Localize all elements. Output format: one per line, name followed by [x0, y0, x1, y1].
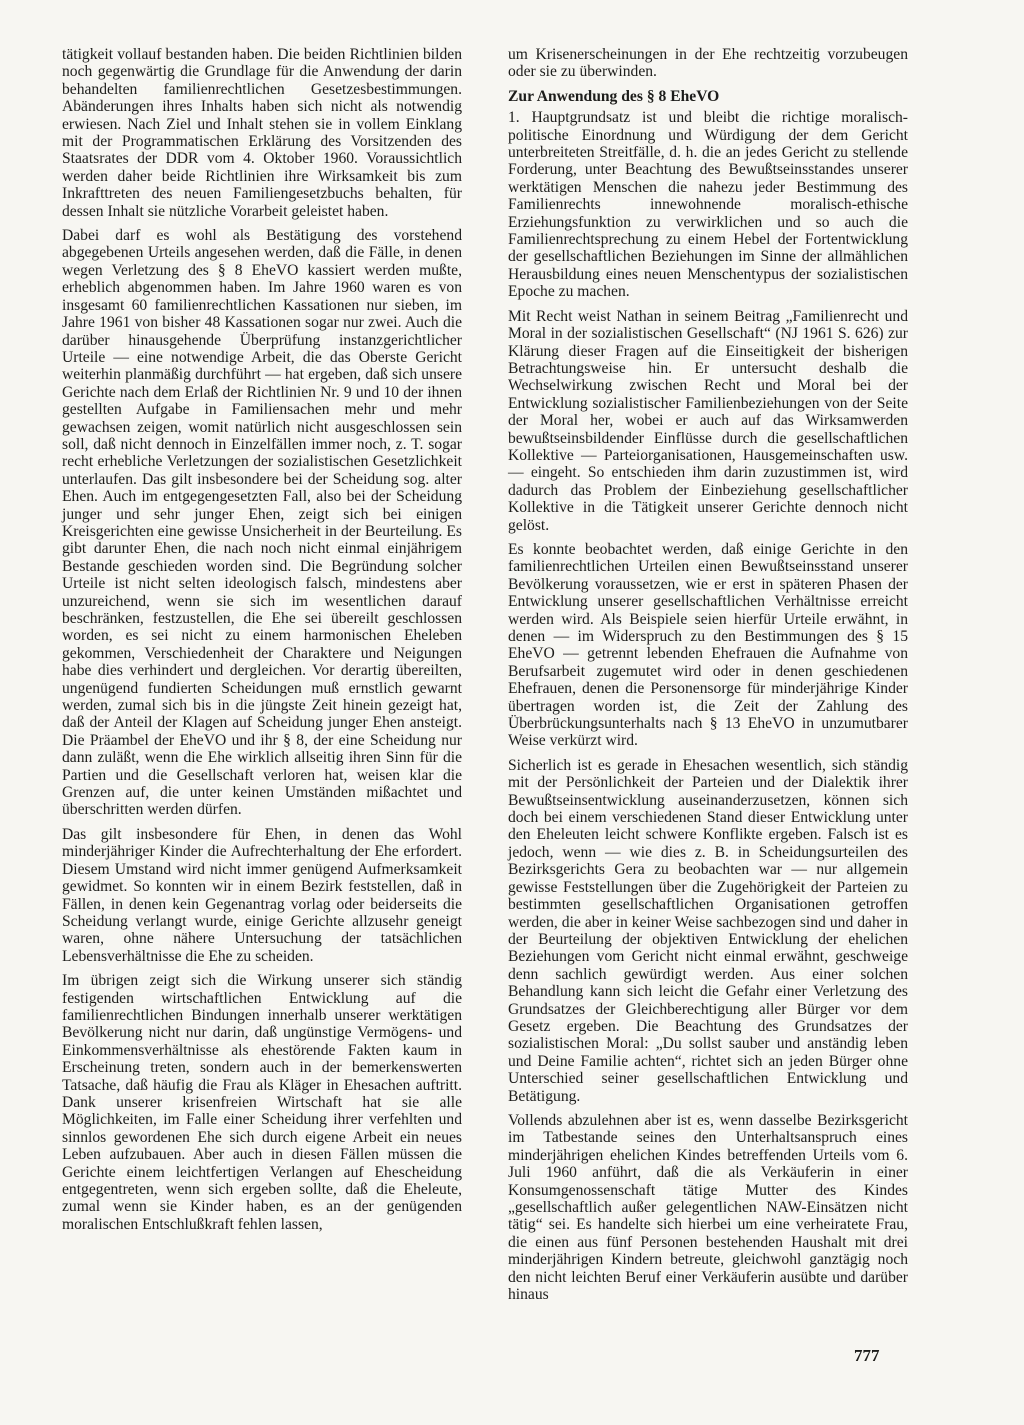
paragraph: Im übrigen zeigt sich die Wirkung unserer sich ständig festigenden wirtschaftlichen Entwicklung auf die familienrechtlichen Bindungen innerhalb unserer werktätigen Bevölkerung nicht nur darin, daß ungünstige Vermögens- und Einkommensverhältnisse als ehestörende Fakten kaum in Erscheinung treten, sondern auch in der bemerkenswerten Tatsache, daß häufig die Frau als Kläger in Ehesachen auftritt. Dank unserer krisenfreien Wirtschaft hat sie alle Möglichkeiten, im Falle einer Scheidung ihrer verfehlten und sinnlos gewordenen Ehe sich durch eigene Arbeit ein neues Leben aufzubauen. Aber auch in diesen Fällen müssen die Gerichte einem leichtfertigen Verlangen auf Ehescheidung entgegentreten, wenn sich ergeben sollte, daß die Eheleute, zumal wenn sie Kinder haben, es an der genügenden moralischen Entschlußkraft fehlen lassen, [62, 972, 462, 1233]
paragraph: Vollends abzulehnen aber ist es, wenn dasselbe Bezirksgericht im Tatbestande seines den Unterhaltsanspruch eines minderjährigen ehelichen Kindes betreffenden Urteils vom 6. Juli 1960 anführt, daß die als Verkäuferin in einer Konsumgenossenschaft tätige Mutter des Kindes „gesellschaftlich außer gelegentlichen NAW-Einsätzen nicht tätig“ sei. Es handelte sich hierbei um eine verheiratete Frau, die einen aus fünf Personen bestehenden Haushalt mit drei minderjährigen Kindern betreute, gleichwohl ganztägig noch den nicht leichten Beruf einer Verkäuferin ausübte und darüber hinaus [508, 1111, 908, 1304]
paragraph: Mit Recht weist Nathan in seinem Beitrag „Familienrecht und Moral in der sozialistischen Gesellschaft“ (NJ 1961 S. 626) zur Klärung dieser Fragen auf die Einseitigkeit der bisherigen Betrachtungsweise hin. Er untersucht deshalb die Wechselwirkung zwischen Recht und Moral bei der Entwicklung sozialistischer Familienbeziehungen von der Seite der Moral her, wobei er auch auf das Wirksamwerden bewußtseinsbildender Einflüsse durch die gesellschaftlichen Kollektive — Parteiorganisationen, Hausgemeinschaften usw. — eingeht. So entschieden ihm darin zuzustimmen ist, wird dadurch das Problem der Einbeziehung gesellschaftlicher Kollektive in die Tätigkeit unserer Gerichte dennoch nicht gelöst. [508, 307, 908, 534]
paragraph: Das gilt insbesondere für Ehen, in denen das Wohl minderjähriger Kinder die Aufrechterhaltung der Ehe erfordert. Diesem Umstand wird nicht immer genügend Aufmerksamkeit gewidmet. So konnten wir in einem Bezirk feststellen, daß in Fällen, in denen kein Gegenantrag vorlag oder beiderseits die Scheidung verlangt wurde, einige Gerichte allzusehr geneigt waren, ohne nähere Untersuchung der tatsächlichen Lebensverhältnisse die Ehe zu scheiden. [62, 825, 462, 965]
paragraph: Dabei darf es wohl als Bestätigung des vorstehend abgegebenen Urteils angesehen werden, daß die Fälle, in denen wegen Verletzung des § 8 EheVO kassiert werden mußte, erheblich abgenommen haben. Im Jahre 1960 waren es von insgesamt 60 familienrechtlichen Kassationen nur sieben, im Jahre 1961 von bisher 48 Kassationen sogar nur zwei. Auch die darüber hinausgehende Überprüfung instanzgerichtlicher Urteile — eine notwendige Arbeit, die das Oberste Gericht weiterhin planmäßig durchführt — hat ergeben, daß sich unsere Gerichte nach dem Erlaß der Richtlinien Nr. 9 und 10 der ihnen gestellten Aufgabe in Familiensachen mehr und mehr gewachsen zeigen, womit natürlich nicht ausgeschlossen sein soll, daß nicht dennoch in Einzelfällen immer noch, z. T. sogar recht erhebliche Verletzungen der sozialistischen Gesetzlichkeit unterlaufen. Das gilt insbesondere bei der Scheidung sog. alter Ehen. Auch im entgegengesetzten Fall, also bei der Scheidung junger und sehr junger Ehen, zeigt sich bei einigen Kreisgerichten eine gewisse Unsicherheit in der Beurteilung. Es gibt darunter Ehen, die nach noch nicht einmal einjährigem Bestande geschieden worden sind. Die Begründung solcher Urteile ist nicht selten ideologisch falsch, mindestens aber unzureichend, wenn sie sich im wesentlichen darauf beschränken, festzustellen, die Ehe sei übereilt geschlossen worden, es sei nicht zu einem harmonischen Eheleben gekommen, Verschiedenheit der Charaktere und Neigungen habe dies verhindert und dergleichen. Vor derartig übereilten, ungenügend fundierten Scheidungen muß ernstlich gewarnt werden, zumal sich bis in die jüngste Zeit hinein gezeigt hat, daß der Anteil der Klagen auf Scheidung junger Ehen ansteigt. Die Präambel der EheVO und ihr § 8, der eine Scheidung nur dann zuläßt, wenn die Ehe wirklich allseitig ihren Sinn für die Partien und die Gesellschaft verloren hat, weisen klar die Grenzen auf, die unter keinen Umständen mißachtet und überschritten werden dürfen. [62, 227, 462, 819]
paragraph: tätigkeit vollauf bestanden haben. Die beiden Richtlinien bilden noch gegenwärtig die Grundlage für die Anwendung der darin behandelten familienrechtlichen Gesetzesbestimmungen. Abänderungen ihres Inhalts haben sich nicht als notwendig erwiesen. Nach Ziel und Inhalt stehen sie in vollem Einklang mit der Programmatischen Erklärung des Vorsitzenden des Staatsrates der DDR vom 4. Oktober 1960. Voraussichtlich werden daher beide Richtlinien ihre Wirksamkeit bis zum Inkrafttreten des neuen Familiengesetzbuchs behalten, für dessen Inhalt sie nützliche Vorarbeit geleistet haben. [62, 46, 462, 220]
paragraph: um Krisenerscheinungen in der Ehe rechtzeitig vorzubeugen oder sie zu überwinden. [508, 46, 908, 81]
right-column [508, 46, 908, 1310]
page-number: 777 [854, 1346, 880, 1365]
section-heading: Zur Anwendung des § 8 EheVO [508, 87, 720, 105]
left-column [62, 46, 462, 1240]
paragraph: 1. Hauptgrundsatz ist und bleibt die richtige moralisch-politische Einordnung und Würdigung der dem Gericht unterbreiteten Streitfälle, d. h. die an jedes Gericht zu stellende Forderung, unter Beachtung des Bewußtseinsstandes unserer werktätigen Menschen die nahezu jeder Bestimmung des Familienrechts innewohnende moralisch-ethische Erziehungsfunktion zu verwirklichen und so auch die Familienrechtsprechung zu einem Hebel der Fortentwicklung der gesellschaftlichen Beziehungen im Sinne der allmählichen Herausbildung eines neuen Menschentypus der sozialistischen Epoche zu machen. [508, 109, 908, 301]
paragraph: Es konnte beobachtet werden, daß einige Gerichte in den familienrechtlichen Urteilen einen Bewußtseinsstand unserer Bevölkerung voraussetzen, wie er erst in späteren Phasen der Entwicklung unserer gesellschaftlichen Verhältnisse erreicht werden wird. Als Beispiele seien hierfür Urteile erwähnt, in denen — im Widerspruch zu den Bestimmungen des § 15 EheVO — getrennt lebenden Ehefrauen die Aufnahme von Berufsarbeit zugemutet wird oder in denen geschiedenen Ehefrauen, denen die Personensorge für minderjährige Kinder übertragen worden ist, die Zeit der Zahlung des Überbrückungsunterhalts nach § 13 EheVO in unzumutbarer Weise verkürzt wird. [508, 540, 908, 750]
paragraph: Sicherlich ist es gerade in Ehesachen wesentlich, sich ständig mit der Persönlichkeit der Parteien und der Dialektik ihrer Bewußtseinsentwicklung auseinanderzusetzen, können sich doch bei einem verschiedenen Stand dieser Entwicklung unter den Eheleuten leicht schwere Konflikte ergeben. Falsch ist es jedoch, wenn — wie dies z. B. in Scheidungsurteilen des Bezirksgerichts Gera zu beobachten war — nur allgemein gewisse Feststellungen über die Zugehörigkeit der Parteien zu bestimmten gesellschaftlichen Organisationen getroffen werden, die aber in keiner Weise sachbezogen sind und daher in der Beurteilung der objektiven Entwicklung der ehelichen Beziehungen vom Gericht nicht einmal erwähnt, geschweige denn sachlich gewürdigt werden. Aus einer solchen Behandlung kann sich leicht die Gefahr einer Verletzung des Grundsatzes der Gleichberechtigung aller Bürger vor dem Gesetz ergeben. Die Beachtung des Grundsatzes der sozialistischen Moral: „Du sollst sauber und anständig leben und Deine Familie achten“, richtet sich an jeden Bürger ohne Unterschied seiner gesellschaftlichen Entwicklung und Betätigung. [508, 756, 908, 1105]
